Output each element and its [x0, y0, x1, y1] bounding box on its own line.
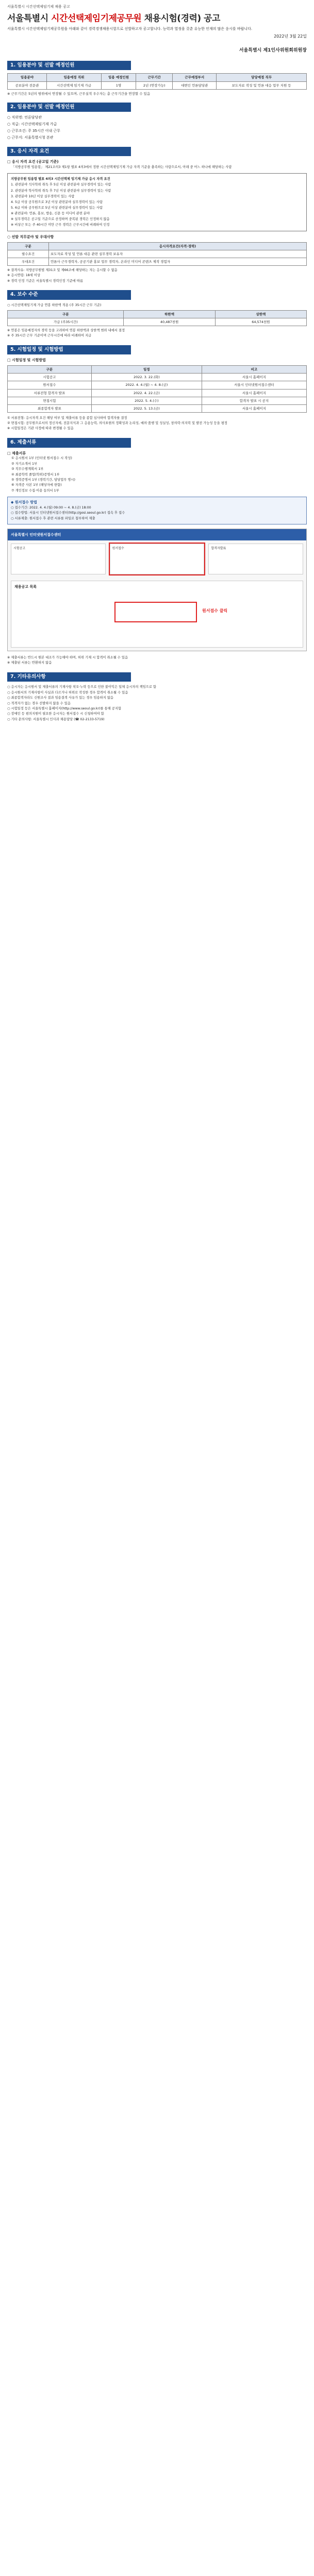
list-item: ○ 응시원서의 기재사항이 사실과 다르거나 허위로 작성한 경우 합격이 취소될 수 있음 [7, 690, 128, 694]
box-line: ○ 접수방법: 서울시 인터넷원서접수센터(http://gosi.seoul.go.kr) 접속 후 접수 [11, 511, 125, 515]
list-item: ① 응시원서 1부 (인터넷 원서접수 시 작성) [11, 456, 72, 461]
box-line: ※ 실무경력은 공고일 기준으로 산정하며 중복된 경력은 인정하지 않음 [11, 217, 110, 221]
box-line: 지방공무원 임용령 별표 4의3 시간선택제 임기제 가급 응시 자격 요건 [11, 177, 110, 181]
table-header: 구분 [8, 242, 49, 250]
table-header: 근무기간 [136, 74, 173, 81]
table-cell: 2022. 4. 4.(월) ~ 4. 8.(금) [91, 381, 202, 389]
table-row [8, 250, 307, 258]
table-row [8, 404, 307, 412]
table-header: 근무예정부서 [173, 74, 217, 81]
table-cell: 대변인 언론담당관 [173, 81, 217, 89]
list-item: ○ 적격자가 없는 경우 선발하지 않을 수 있음 [7, 701, 71, 705]
list-item: ○ 직급: 시간선택제임기제 가급 [7, 122, 57, 127]
notices-list [7, 685, 307, 722]
table-cell: 서울시 홈페이지 [202, 404, 306, 412]
section-6-heading: 6. 제출서류 [7, 438, 131, 448]
table-header: 상한액 [215, 310, 306, 318]
box-line: 5. 6급 이하 공무원으로 5년 이상 관련분야 실무경력이 있는 사람 [11, 206, 103, 210]
table-cell: 원서접수 [8, 381, 92, 389]
table-cell: 2022. 4. 22.(금) [91, 389, 202, 397]
table-note: ※ 근무기간은 5년의 범위에서 연장될 수 있으며, 근무실적 우수자는 총 근무기간을 연장할 수 있음 [7, 91, 151, 96]
method-line: ※ 시험일정은 기관 사정에 따라 변경될 수 있음 [7, 427, 74, 431]
site-card[interactable]: 합격자발표 [208, 544, 303, 574]
table-cell: 2022. 5. 13.(금) [91, 404, 202, 412]
list-item: ④ 최종학력 졸업(학위)증명서 1부 [11, 472, 60, 477]
box-line: 1. 관련분야 석사학위 취득 후 5년 이상 관련분야 실무경력이 있는 사람 [11, 183, 111, 187]
table-cell: 면접시험 [8, 397, 92, 404]
section-1-heading: 1. 임용분야 및 선발 예정인원 [7, 61, 131, 71]
section-3-heading: 3. 응시 자격 요건 [7, 147, 131, 157]
table-cell: 서울시 인터넷원서접수센터 [202, 381, 306, 389]
eligibility-heading: □ 응시 자격 요건 (공고일 기준) [7, 160, 59, 164]
pay-text: ○ 시간선택제임기제 가급 연봉 하한액 적용 (주 35시간 근무 기준) [7, 303, 102, 307]
list-item: ⑦ 개인정보 수집·이용 동의서 1부 [11, 488, 59, 493]
table-header: 구분 [8, 366, 92, 374]
duties-heading: ○ 선발 직무분야 및 우대사항 [7, 234, 54, 239]
eligibility-notes [7, 268, 307, 284]
header-tag: 서울특별시 시간선택제임기제 채용 공고 [7, 5, 70, 9]
section-4-heading: 4. 보수 수준 [7, 290, 131, 300]
schedule-heading: □ 시험일정 및 시험방법 [7, 358, 46, 363]
table-header: 하한액 [124, 310, 215, 318]
table-cell: 시간선택제 임기제 가급 [46, 81, 101, 89]
table-cell: 보도자료 작성 및 언론 대응 관련 실무경력 보유자 [49, 250, 307, 258]
documents-heading: □ 제출서류 [7, 451, 26, 455]
pay-notes [7, 328, 307, 339]
table-cell: 언론사 근무경력자, 공공기관 홍보 업무 경력자, 온라인 미디어 콘텐츠 제작 경험자 [49, 258, 307, 265]
table-row [8, 258, 307, 265]
table-row [8, 397, 307, 404]
highlight-box [114, 602, 197, 622]
table-cell: 공보분야 전문관 [8, 81, 47, 89]
table-cell: 우대요건 [8, 258, 49, 265]
box-line: ※ 비상근 또는 주 40시간 미만 근무 경력은 근무시간에 비례하여 인정 [11, 223, 110, 227]
site-card-row [8, 540, 306, 578]
note-line: ※ 제출서류는 반드시 원본 대조가 가능해야 하며, 허위 기재 시 합격이 취소될 수 있음 [7, 655, 128, 659]
documents-notes [7, 655, 307, 666]
site-card[interactable]: 원서접수 [110, 544, 205, 574]
box-line: ○ 서류제출: 원서접수 후 관련 서류를 파일로 첨부하여 제출 [11, 516, 95, 520]
note-line: ※ 결격사유: 지방공무원법 제31조 및 제66조에 해당하는 자는 응시할 수 없음 [7, 268, 118, 272]
list-item: ○ 근무조건: 주 35시간 이내 근무 [7, 129, 60, 133]
table-header: 구분 [8, 310, 124, 318]
list-item: ⑥ 자격증 사본 1부 (해당자에 한함) [11, 483, 62, 487]
table-row [8, 318, 307, 326]
method-line: ① 서류전형: 응시자격 요건 해당 여부 및 제출서류 등을 종합 심사하여 합격자를 결정 [7, 416, 127, 420]
table-cell: 서울시 홈페이지 [202, 389, 306, 397]
intro-text: 서울특별시 시간선택제임기제공무원을 아래와 같이 경력경쟁채용시험으로 선발하고자 공고합니다. 능력과 열정을 갖춘 유능한 인재의 많은 응시를 바랍니다. [7, 26, 253, 31]
page-title [7, 13, 307, 24]
table-header: 응시자격요건(자격·경력) [49, 242, 307, 250]
application-method-box [7, 497, 307, 524]
table-row [8, 81, 307, 89]
section-2-heading: 2. 임용분야 및 선발 예정인원 [7, 103, 131, 112]
list-item: ⑤ 경력증명서 1부 (경력기간, 담당업무 명시) [11, 478, 75, 482]
note-line: ※ 주 35시간 근무 기준이며 근무시간에 따라 비례하여 지급 [7, 334, 92, 338]
list-item: ○ 근무지: 서울특별시청 본관 [7, 135, 54, 140]
table-cell: 보도자료 작성 및 언론 대응 업무 지원 등 [217, 81, 307, 89]
table-cell: 2022. 5. 4.(수) [91, 397, 202, 404]
table-row [8, 374, 307, 381]
title-suffix: 채용시험(경력) 공고 [141, 13, 220, 24]
table-cell: 시험공고 [8, 374, 92, 381]
table-row [8, 389, 307, 397]
positions-table [7, 73, 307, 89]
table-cell: 서류전형 합격자 발표 [8, 389, 92, 397]
table-header: 임용예정 직위 [46, 74, 101, 81]
table-cell: 필수요건 [8, 250, 49, 258]
table-cell: 40,487천원 [124, 318, 215, 326]
panel-title: 채용공고 목록 [14, 584, 37, 589]
issuing-org: 서울특별시 제1인사위원회위원장 [239, 47, 307, 53]
box-line: ○ 접수기간: 2022. 4. 4.(월) 09:00 ~ 4. 8.(금) 18:00 [11, 505, 91, 510]
list-item: ○ 최종합격자라도 신원조사 결과 임용결격 사유가 있는 경우 임용하지 않음 [7, 696, 113, 700]
note-line: ※ 응시연령: 18세 이상 [7, 274, 40, 278]
box-line: ※ 관련분야: 언론, 홍보, 방송, 신문 등 미디어 관련 분야 [11, 211, 90, 215]
eligibility-box [7, 173, 307, 231]
site-card[interactable]: 시험공고 [11, 544, 106, 574]
list-item: ○ 기타 문의사항: 서울특별시 인사과 채용담당 (☎ 02-2133-5719) [7, 717, 105, 721]
table-cell: 서울시 홈페이지 [202, 374, 306, 381]
method-line: ② 면접시험: 공무원으로서의 정신자세, 전문지식과 그 응용능력, 의사표현의 정확성과 논리성, 예의·품행 및 성실성, 창의력·의지력 및 발전 가능성 등을 평정 [7, 421, 227, 426]
table-header: 임용 예정인원 [101, 74, 136, 81]
section-5-heading: 5. 시험일정 및 시험방법 [7, 345, 131, 355]
callout-label: 원서접수 클릭 [202, 608, 228, 613]
duties-table [7, 242, 307, 266]
website-screenshot [7, 529, 307, 651]
list-item: ③ 직무수행계획서 1부 [11, 467, 44, 471]
table-row [8, 381, 307, 389]
table-cell: 합격자 발표 시 공지 [202, 397, 306, 404]
list-item: ○ 직위명: 언론담당관 [7, 115, 42, 120]
list-item: ○ 응시자는 응시원서 및 제출서류의 기재사항 착오·누락 등으로 인한 불이익은 일체 응시자의 책임으로 함 [7, 685, 156, 689]
note-line: ※ 경력 인정 기준은 서울특별시 경력인정 기준에 따름 [7, 279, 84, 283]
position-details [7, 115, 307, 140]
title-highlight: 시간선택제임기제공무원 [51, 13, 142, 24]
table-header: 임용분야 [8, 74, 47, 81]
box-line: 4. 5급 이상 공무원으로 3년 이상 관련분야 실무경력이 있는 사람 [11, 200, 103, 204]
note-line: ※ 연봉은 임용예정자의 경력 등을 고려하여 연봉 하한액과 상한액 범위 내에서 결정 [7, 329, 125, 333]
box-heading: ◆ 원서접수 방법 [11, 500, 37, 505]
exam-methods [7, 416, 307, 432]
notice-date: 2022년 3월 22일 [274, 34, 307, 39]
box-line: 2. 관련분야 학사학위 취득 후 7년 이상 관련분야 실무경력이 있는 사람 [11, 189, 111, 193]
pay-table [7, 310, 307, 326]
section-7-heading: 7. 기타유의사항 [7, 672, 131, 682]
table-cell: 가급 (주35시간) [8, 318, 124, 326]
table-header: 담당예정 직무 [217, 74, 307, 81]
title-prefix: 서울특별시 [7, 13, 52, 24]
site-header: 서울특별시 인터넷원서접수센터 [8, 529, 306, 540]
table-header: 일정 [91, 366, 202, 374]
note-line: ※ 제출된 서류는 반환하지 않음 [7, 661, 52, 665]
schedule-table [7, 365, 307, 412]
eligibility-text: 「지방공무원 임용령」 제21조의3 제1항 별표 4의3에서 정한 시간선택제임기제 가급 자격 기준을 충족하는 사람으로서, 아래 중 어느 하나에 해당하는 사람 [11, 165, 232, 170]
table-cell: 64,574천원 [215, 318, 306, 326]
site-panel [11, 581, 303, 648]
documents-list [7, 456, 307, 494]
table-cell: 최종합격자 발표 [8, 404, 92, 412]
table-header: 비고 [202, 366, 306, 374]
table-cell: 1명 [101, 81, 136, 89]
table-cell: 2년 (연장가능) [136, 81, 173, 89]
box-line: 3. 관련분야 10년 이상 실무경력이 있는 사람 [11, 194, 75, 198]
table-cell: 2022. 3. 22.(화) [91, 374, 202, 381]
list-item: ② 자기소개서 1부 [11, 462, 38, 466]
list-item: ○ 시험일정 등은 서울특별시 홈페이지(http://www.seoul.go.kr)를 통해 공지함 [7, 706, 122, 710]
list-item: ○ 장애인 등 편의지원이 필요한 응시자는 원서접수 시 신청하여야 함 [7, 712, 104, 716]
